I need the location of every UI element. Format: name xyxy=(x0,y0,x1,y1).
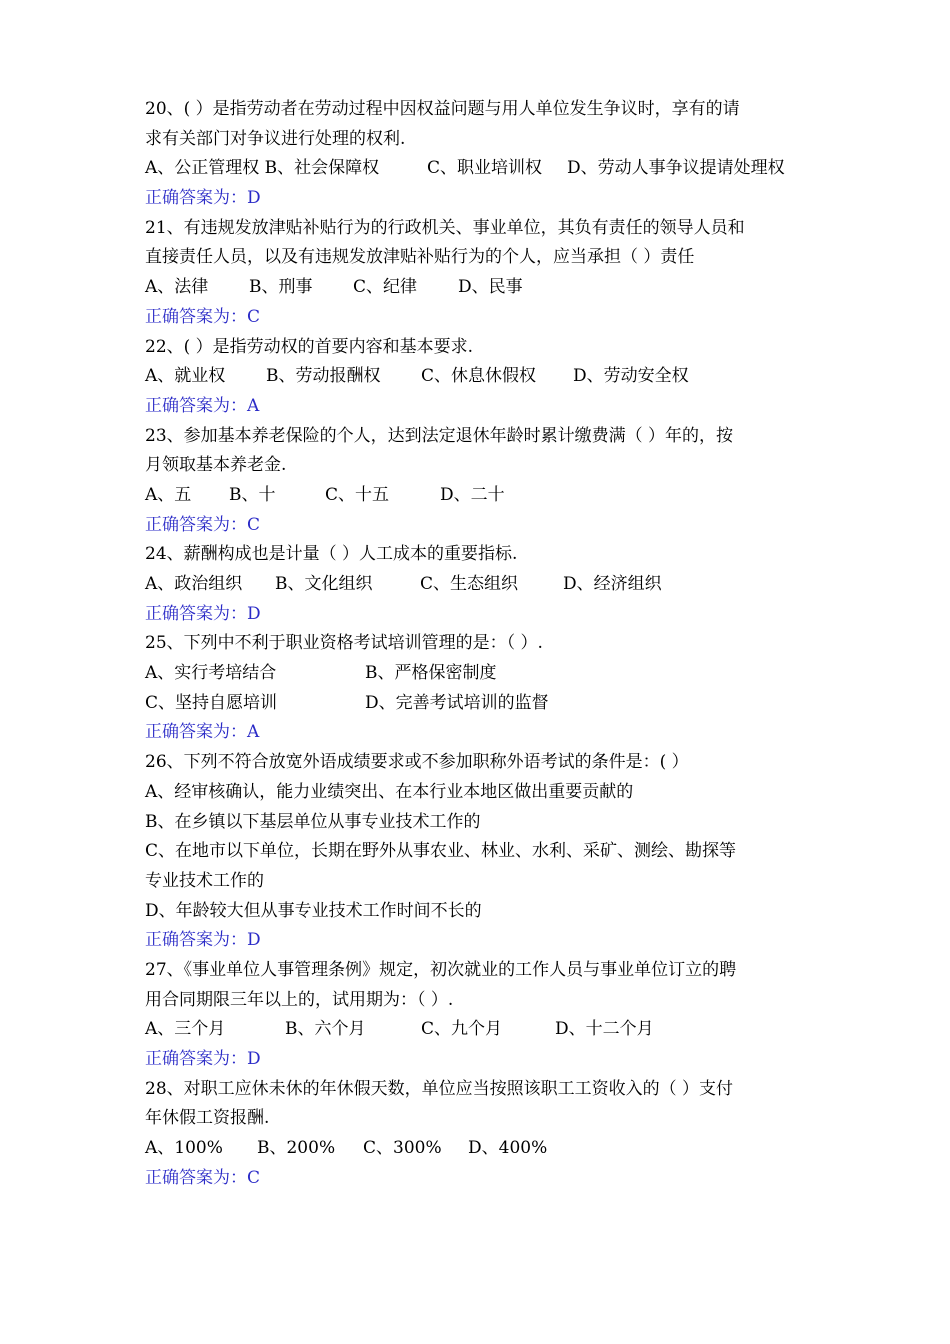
question-block xyxy=(145,1075,810,1194)
option-text: C、生态组织 xyxy=(420,574,519,594)
option-text: A、100% xyxy=(145,1138,223,1159)
options-row xyxy=(145,154,810,184)
question-stem-line: 用合同期限三年以上的，试用期为：（ ）. xyxy=(145,989,454,1010)
option-text: D、完善考试培训的监督 xyxy=(365,692,549,713)
option-text: A、就业权 xyxy=(145,366,226,387)
option-text: B、文化组织 xyxy=(275,574,373,594)
question-stem-line: 直接责任人员，以及有违规发放津贴补贴行为的个人，应当承担（ ）责任 xyxy=(145,247,695,268)
option-text: B、六个月 xyxy=(285,1019,366,1040)
correct-answer: 正确答案为：C xyxy=(145,306,261,327)
question-stem-line: 27、《事业单位人事管理条例》规定，初次就业的工作人员与事业单位订立的聘 xyxy=(145,959,737,980)
option-text: A、公正管理权 B、社会保障权 xyxy=(145,158,380,179)
option-text: A、经审核确认，能力业绩突出、在本行业本地区做出重要贡献的 xyxy=(145,781,634,802)
option-text: D、二十 xyxy=(440,484,505,505)
option-text: A、政治组织 xyxy=(145,574,243,594)
question-block xyxy=(145,333,810,422)
question-stem-line: 年休假工资报酬. xyxy=(145,1108,270,1129)
option-text: A、三个月 xyxy=(145,1019,226,1040)
option-text: B、劳动报酬权 xyxy=(266,366,381,387)
option-text: D、十二个月 xyxy=(555,1019,654,1040)
correct-answer: 正确答案为：D xyxy=(145,188,261,209)
options-row xyxy=(145,570,810,600)
correct-answer: 正确答案为：D xyxy=(145,930,261,951)
option-text: 专业技术工作的 xyxy=(145,870,264,891)
question-stem-line: 21、有违规发放津贴补贴行为的行政机关、事业单位，其负有责任的领导人员和 xyxy=(145,217,745,238)
options-row xyxy=(145,837,810,867)
option-text: C、十五 xyxy=(325,484,390,505)
option-text: B、在乡镇以下基层单位从事专业技术工作的 xyxy=(145,811,481,832)
question-stem-line: 月领取基本养老金. xyxy=(145,455,287,476)
options-row xyxy=(145,481,810,511)
question-stem-line: 25、下列中不利于职业资格考试培训管理的是：（ ）. xyxy=(145,633,543,654)
question-stem-line: 23、参加基本养老保险的个人，达到法定退休年龄时累计缴费满（ ）年的，按 xyxy=(145,425,734,446)
question-stem-line: 26、下列不符合放宽外语成绩要求或不参加职称外语考试的条件是：( ） xyxy=(145,752,689,773)
options-row xyxy=(145,1134,810,1164)
question-block xyxy=(145,629,810,748)
options-row xyxy=(145,362,810,392)
question-stem-line: 22、( ）是指劳动权的首要内容和基本要求. xyxy=(145,336,474,357)
option-text: B、十 xyxy=(229,484,276,505)
option-text: D、400% xyxy=(468,1138,548,1159)
option-text: C、职业培训权 xyxy=(427,158,543,179)
question-stem-line: 24、薪酬构成也是计量（ ）人工成本的重要指标. xyxy=(145,544,518,565)
option-text: D、劳动安全权 xyxy=(573,366,689,387)
option-text: A、实行考培结合 xyxy=(145,663,277,684)
question-block xyxy=(145,422,810,541)
options-row xyxy=(145,273,810,303)
option-text: B、刑事 xyxy=(249,277,313,298)
option-text: C、坚持自愿培训 xyxy=(145,692,278,713)
option-text: B、200% xyxy=(257,1138,336,1159)
option-text: A、五 xyxy=(145,484,192,505)
question-stem-line: 20、( ）是指劳动者在劳动过程中因权益问题与用人单位发生争议时，享有的请 xyxy=(145,99,740,119)
option-text: C、九个月 xyxy=(421,1019,503,1040)
option-text: C、纪律 xyxy=(353,277,418,298)
option-text: A、法律 xyxy=(145,277,209,298)
option-text: B、严格保密制度 xyxy=(365,663,497,684)
option-text: D、经济组织 xyxy=(563,574,662,594)
options-row xyxy=(145,897,810,927)
correct-answer: 正确答案为：D xyxy=(145,1049,261,1069)
question-block xyxy=(145,748,810,956)
options-row xyxy=(145,659,810,689)
option-text: C、休息休假权 xyxy=(421,366,537,387)
question-list xyxy=(145,95,810,1193)
option-text: C、300% xyxy=(363,1138,442,1159)
question-block xyxy=(145,95,810,214)
correct-answer: 正确答案为：C xyxy=(145,514,261,535)
question-block xyxy=(145,214,810,333)
correct-answer: 正确答案为：A xyxy=(145,395,260,416)
question-stem-line: 求有关部门对争议进行处理的权利. xyxy=(145,128,406,149)
question-stem-line: 28、对职工应休未休的年休假天数，单位应当按照该职工工资收入的（ ）支付 xyxy=(145,1078,734,1099)
option-text: D、劳动人事争议提请处理权 xyxy=(567,158,785,179)
options-row xyxy=(145,1015,810,1045)
options-row xyxy=(145,689,810,719)
option-text: D、民事 xyxy=(458,277,523,298)
correct-answer: 正确答案为：D xyxy=(145,603,261,624)
option-text: D、年龄较大但从事专业技术工作时间不长的 xyxy=(145,900,482,921)
question-block xyxy=(145,956,810,1075)
options-row xyxy=(145,867,810,897)
options-row xyxy=(145,808,810,838)
options-row xyxy=(145,778,810,808)
correct-answer: 正确答案为：A xyxy=(145,722,260,743)
question-block xyxy=(145,540,810,629)
correct-answer: 正确答案为：C xyxy=(145,1167,261,1188)
option-text: C、在地市以下单位，长期在野外从事农业、林业、水利、采矿、测绘、勘探等 xyxy=(145,841,737,862)
